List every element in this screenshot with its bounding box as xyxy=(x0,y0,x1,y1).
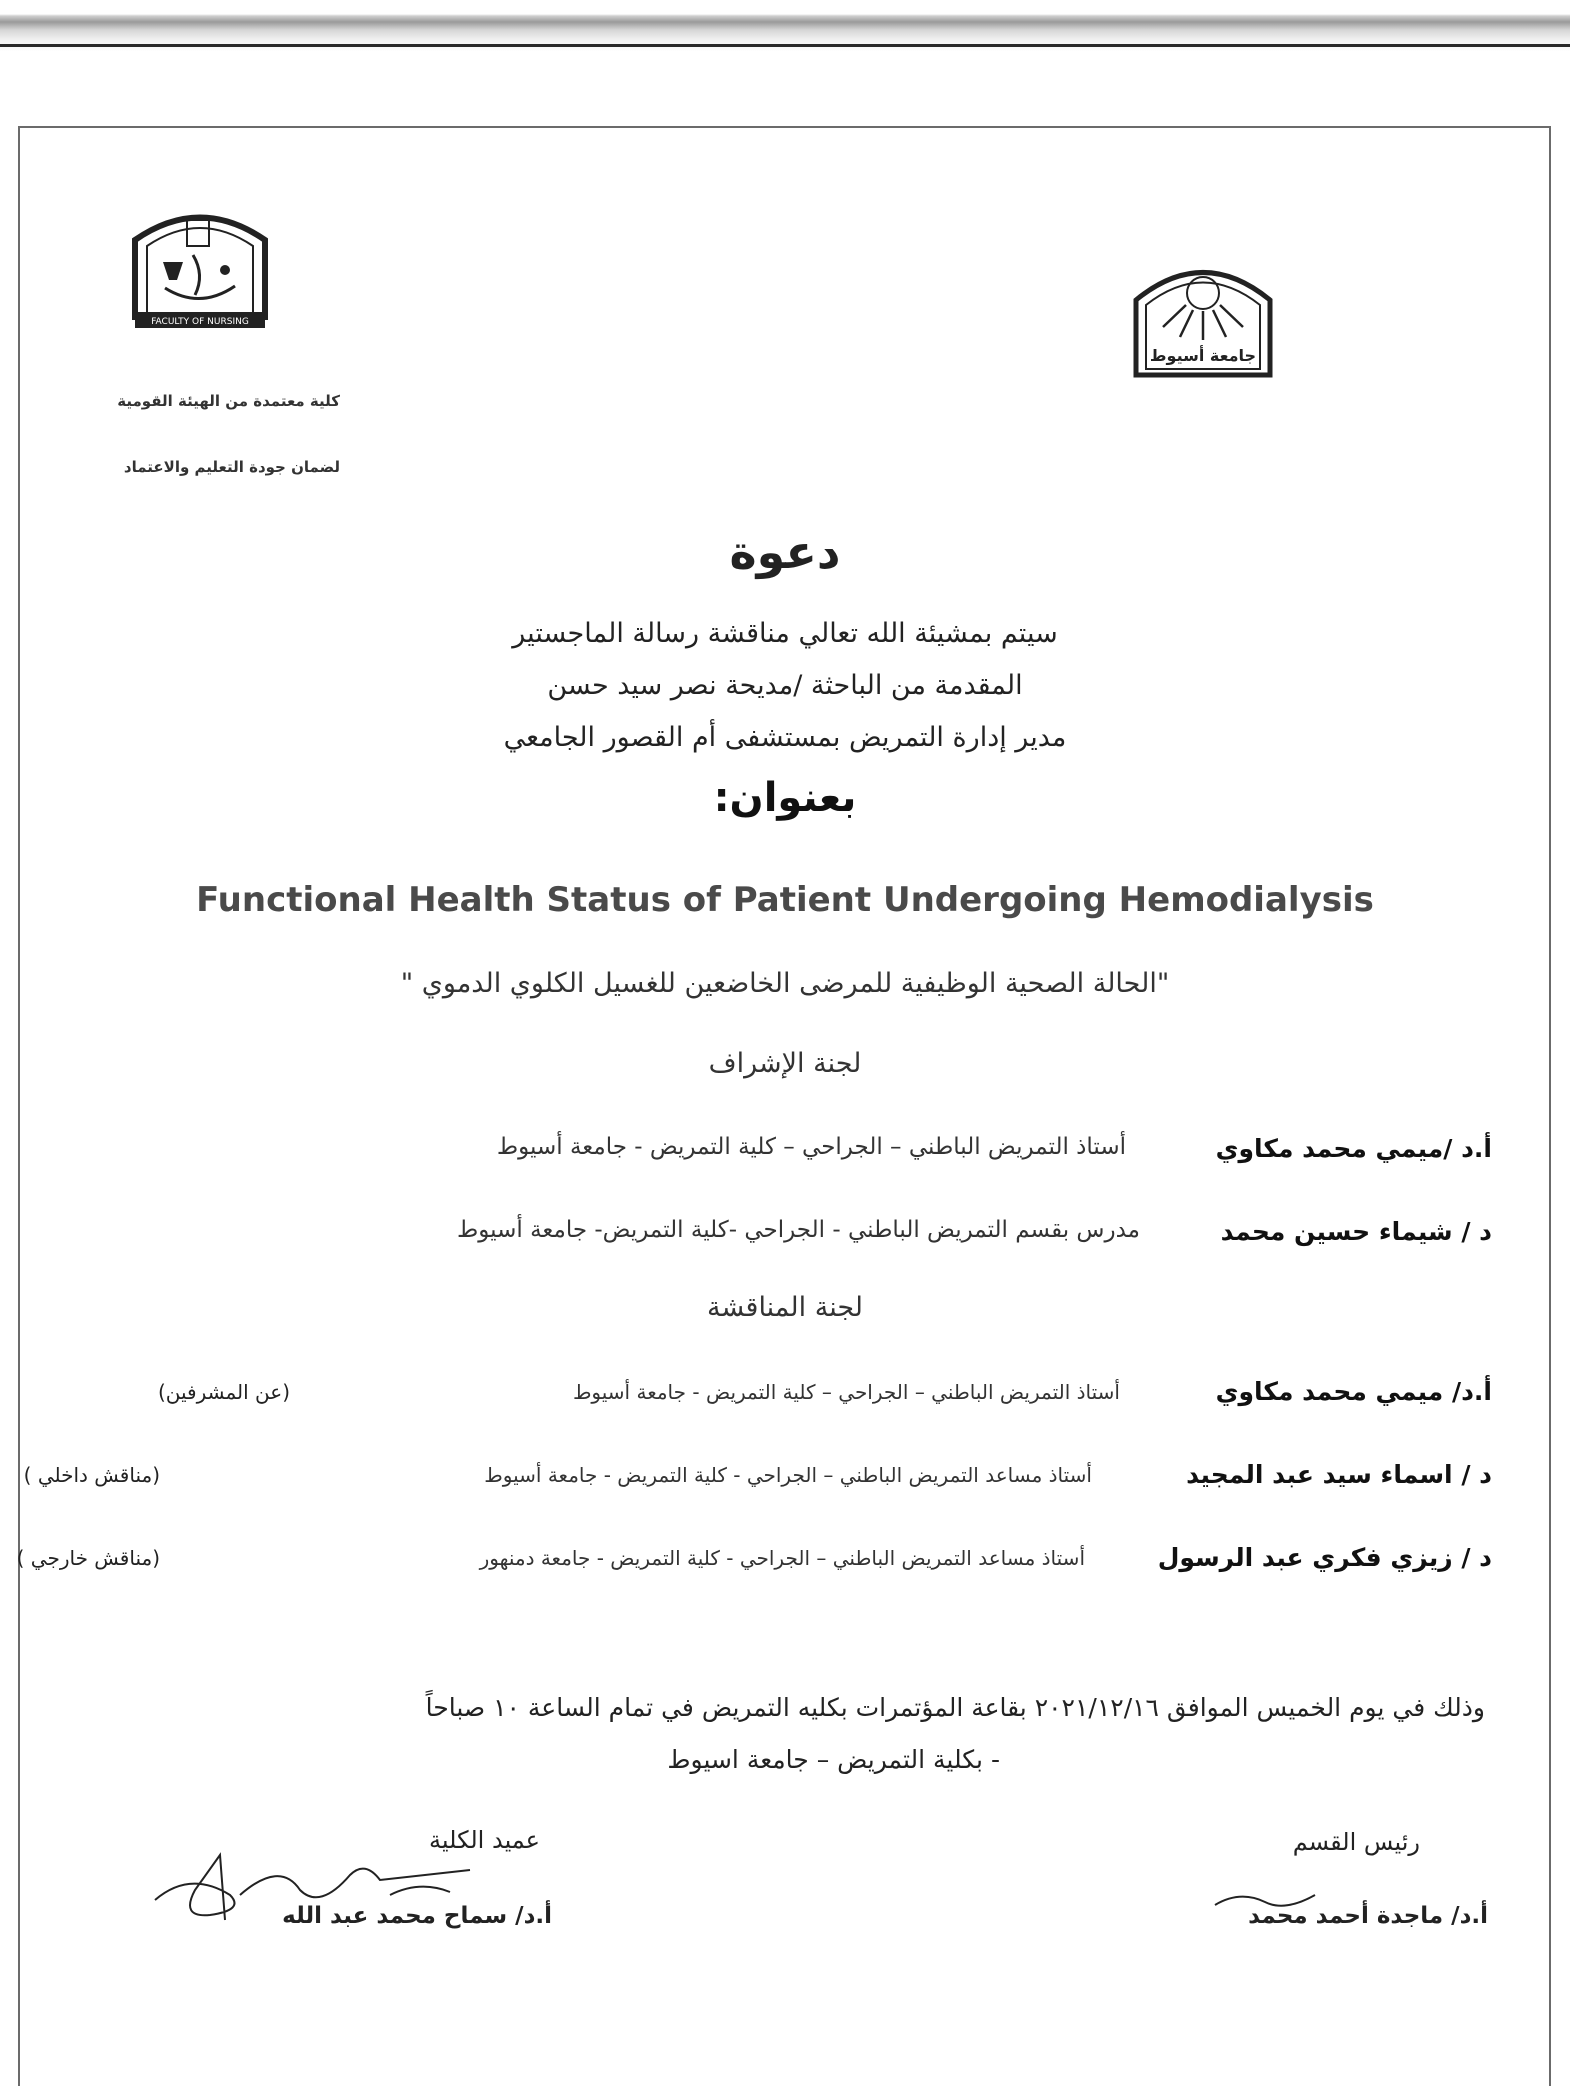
intro-line-2: المقدمة من الباحثة /مديحة نصر سيد حسن xyxy=(547,670,1023,701)
intro-line-3: مدير إدارة التمريض بمستشفى أم القصور الجامعي xyxy=(503,722,1067,753)
examiner-note: (عن المشرفين) xyxy=(157,1380,290,1404)
examiner-name: د / اسماء سيد عبد المجيد xyxy=(1186,1460,1492,1489)
accreditation-line-1: كلية معتمدة من الهيئة القومية xyxy=(117,392,340,410)
scan-edge-line xyxy=(0,44,1570,47)
examiner-name: أ.د/ ميمي محمد مكاوي xyxy=(1215,1377,1492,1406)
faculty-logo xyxy=(125,200,275,330)
dean-name: أ.د/ سماح محمد عبد الله xyxy=(282,1903,552,1929)
examiner-name: د / زيزي فكري عبد الرسول xyxy=(1157,1543,1492,1572)
supervision-heading: لجنة الإشراف xyxy=(708,1048,862,1079)
thesis-title-ar: "الحالة الصحية الوظيفية للمرضى الخاضعين للغسيل الكلوي الدموي " xyxy=(400,968,1170,999)
head-name: أ.د/ ماجدة أحمد محمد xyxy=(1248,1903,1488,1929)
head-title: رئيس القسم xyxy=(1292,1828,1420,1856)
faculty-logo-text: FACULTY OF NURSING xyxy=(151,317,249,327)
head-signature xyxy=(1210,1880,1320,1920)
supervisor-role: أستاذ التمريض الباطني – الجراحي – كلية التمريض - جامعة أسيوط xyxy=(496,1134,1126,1160)
examiner-role: أستاذ مساعد التمريض الباطني – الجراحي - كلية التمريض - جامعة أسيوط xyxy=(484,1463,1092,1487)
university-logo xyxy=(1128,255,1278,380)
supervisor-role: مدرس بقسم التمريض الباطني - الجراحي -كلية التمريض- جامعة أسيوط xyxy=(457,1217,1140,1243)
supervisor-name: أ.د /ميمي محمد مكاوي xyxy=(1215,1134,1492,1163)
examiner-note: (مناقش خارجي ) xyxy=(16,1546,160,1570)
supervisor-name: د / شيماء حسين محمد xyxy=(1220,1217,1492,1246)
examiner-note: (مناقش داخلي ) xyxy=(23,1463,160,1487)
examiner-role: أستاذ التمريض الباطني – الجراحي – كلية التمريض - جامعة أسيوط xyxy=(572,1380,1120,1404)
thesis-title-en: Functional Health Status of Patient Undergoing Hemodialysis xyxy=(196,880,1374,920)
title-heading: بعنوان: xyxy=(713,775,857,821)
dean-title: عميد الكلية xyxy=(429,1826,540,1854)
intro-line-1: سيتم بمشيئة الله تعالي مناقشة رسالة الماجستير xyxy=(512,618,1058,649)
university-logo-text: جامعة أسيوط xyxy=(1149,346,1257,365)
dean-signature xyxy=(150,1840,480,1930)
accreditation-line-2: لضمان جودة التعليم والاعتماد xyxy=(123,458,340,476)
page-border xyxy=(18,126,1551,2086)
invitation-title: دعوة xyxy=(729,525,841,579)
examiner-role: أستاذ مساعد التمريض الباطني – الجراحي - كلية التمريض - جامعة دمنهور xyxy=(479,1546,1085,1570)
venue-line-2: - بكلية التمريض – جامعة اسيوط xyxy=(667,1745,1000,1774)
venue-line-1: وذلك في يوم الخميس الموافق ٢٠٢١/١٢/١٦ بقاعة المؤتمرات بكليه التمريض في تمام الساعة ١٠ صباحاً xyxy=(425,1693,1485,1722)
examination-heading: لجنة المناقشة xyxy=(706,1292,864,1323)
